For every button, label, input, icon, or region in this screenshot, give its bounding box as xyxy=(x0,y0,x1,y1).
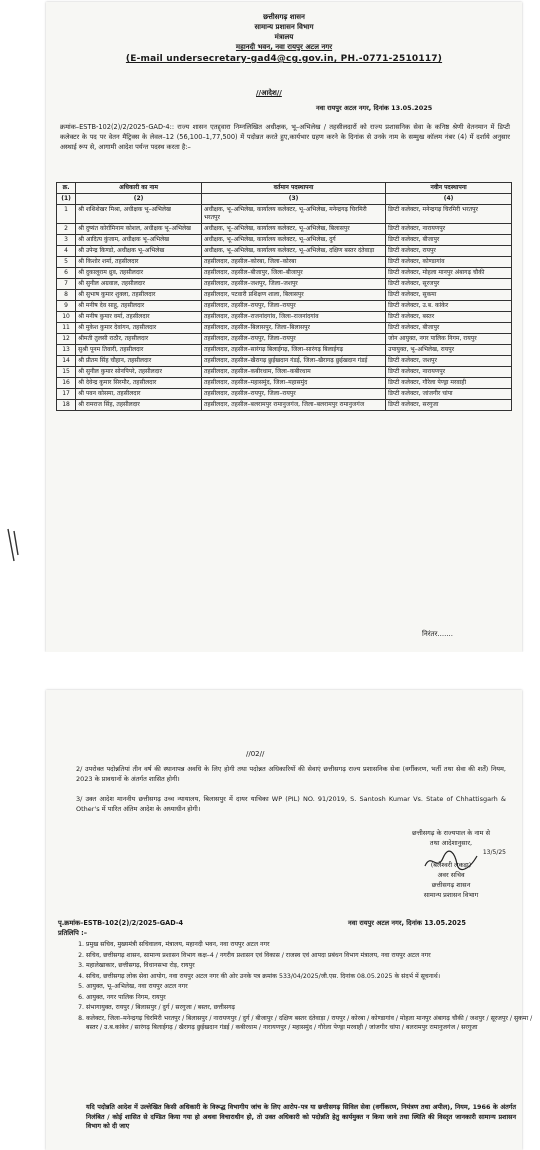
order-page-2 xyxy=(46,690,533,1150)
cell-serial: 6 xyxy=(57,268,76,279)
cell-officer-name: श्री देवेन्द्र कुमार सिरमौर, तहसीलदार xyxy=(76,378,202,389)
cell-officer-name: श्री सुनील अग्रवाल, तहसीलदार xyxy=(76,279,202,290)
table-row xyxy=(57,345,512,356)
cell-new-posting: डिप्टी कलेक्टर, नारायणपुर xyxy=(386,224,512,235)
header-department: सामान्य प्रशासन विभाग xyxy=(254,23,314,31)
table-row xyxy=(57,279,512,290)
cell-current-posting: तहसीलदार, तहसील–रायपुर, जिला–रायपुर xyxy=(201,334,385,345)
cell-current-posting: अधीक्षक, भू–अभिलेख, कार्यालय कलेक्टर, भू–अभिलेख, मनेन्द्रगढ़ चिरमिरी भरतपुर xyxy=(201,205,385,224)
cell-officer-name: श्री मनीष कुमार वर्मा, तहसीलदार xyxy=(76,312,202,323)
cell-new-posting: उपायुक्त, भू–अभिलेख, रायपुर xyxy=(386,345,512,356)
cell-current-posting: तहसीलदार, तहसील–कोरबा, जिला–कोरबा xyxy=(201,257,385,268)
table-row xyxy=(57,246,512,257)
col-number: (2) xyxy=(76,194,202,205)
cell-serial: 10 xyxy=(57,312,76,323)
cell-serial: 2 xyxy=(57,224,76,235)
header-email: (E-mail undersecretary-gad4@cg.gov.in, PH.-0771-2510117) xyxy=(125,54,443,64)
cell-officer-name: श्री दुष्यंत कोर्रामिनाम कोशल, अधीक्षक भू–अभिलेख xyxy=(76,224,202,235)
cell-current-posting: तहसीलदार, तहसील–बिलासपुर, जिला–बिलासपुर xyxy=(201,323,385,334)
cell-officer-name: श्री रामराज सिंह, तहसीलदार xyxy=(76,400,202,411)
table-row xyxy=(57,378,512,389)
sig-designation: अवर सचिव xyxy=(437,871,465,879)
table-row xyxy=(57,356,512,367)
cell-officer-name: श्री मनीष देव साहू, तहसीलदार xyxy=(76,301,202,312)
table-row xyxy=(57,389,512,400)
cell-current-posting: अधीक्षक, भू–अभिलेख, कार्यालय कलेक्टर, भू–अभिलेख, दुर्ग xyxy=(201,235,385,246)
page-gap xyxy=(0,652,540,690)
footnote-note: यदि पदोन्नति आदेश में उल्लेखित किसी अधिकारी के विरूद्ध विभागीय जांच के लिए आरोप–पत्र या छत्तीसगढ़ सिविल सेवा (वर्गीकरण, नियंत्रण तथा अपील), नियम, 1966 के अंतर्गत निलंबित / कोई शासित से दण्डित किया गया हो अथवा विचाराधीन हो, तो उक्त अधिकारी को पदोन्नति हेतु कार्यमुक्त न किया जावे तथा स्थिति की विस्तृत जानकारी सामान्य प्रशासन विभाग को दी जाए xyxy=(86,1103,516,1130)
cell-new-posting: डिप्टी कलेक्टर, सुकमा xyxy=(386,290,512,301)
table-body xyxy=(57,205,512,411)
letterhead xyxy=(46,12,522,64)
cell-officer-name: श्री किशोर शर्मा, तहसीलदार xyxy=(76,257,202,268)
table-row xyxy=(57,268,512,279)
cell-serial: 4 xyxy=(57,246,76,257)
table-row xyxy=(57,257,512,268)
cell-serial: 5 xyxy=(57,257,76,268)
cell-serial: 14 xyxy=(57,356,76,367)
cell-new-posting: डिप्टी कलेक्टर, रायपुर xyxy=(386,246,512,257)
cell-serial: 8 xyxy=(57,290,76,301)
table-row xyxy=(57,205,512,224)
cell-current-posting: तहसीलदार, तहसील–राजनांदगांव, जिला–राजनांदगांव xyxy=(201,312,385,323)
cell-current-posting: तहसीलदार, तहसील–बलरामपुर रामानुजगंज, जिला–बलरामपुर रामानुजगंज xyxy=(201,400,385,411)
sig-line: सामान्य प्रशासन विभाग xyxy=(423,891,479,899)
list-item: 1. प्रमुख सचिव, मुख्यमंत्री सचिवालय, मंत्रालय, महानदी भवन, नवा रायपुर अटल नगर xyxy=(86,940,540,950)
cell-officer-name: श्री आदित्य कुंजाम, अधीक्षक भू–अभिलेख xyxy=(76,235,202,246)
table-row xyxy=(57,400,512,411)
cell-officer-name: श्री दुकालूराम ध्रुव, तहसीलदार xyxy=(76,268,202,279)
sig-line: छत्तीसगढ़ के राज्यपाल के नाम से xyxy=(412,829,490,837)
cell-current-posting: तहसीलदार, तहसील–जशपुर, जिला–जशपुर xyxy=(201,279,385,290)
table-row xyxy=(57,334,512,345)
table-row xyxy=(57,301,512,312)
list-item: 3. महालेखाकार, छत्तीसगढ़, विधानसभा रोड़, रायपुर xyxy=(86,961,540,971)
cell-current-posting: अधीक्षक, भू–अभिलेख, कार्यालय कलेक्टर, भू–अभिलेख, दक्षिण बस्तर दंतेवाड़ा xyxy=(201,246,385,257)
copy-date: नवा रायपुर अटल नगर, दिनांक 13.05.2025 xyxy=(348,919,466,927)
cell-serial: 3 xyxy=(57,235,76,246)
cell-current-posting: तहसीलदार, तहसील–रायपुर, जिला–रायपुर xyxy=(201,389,385,400)
table-row xyxy=(57,235,512,246)
order-body: क्रमांक–ESTB-102(2)/2/2025-GAD-4:: राज्य शासन एतद्द्वारा निम्नलिखित अधीक्षक, भू–अभिलेख / तहसीलदारों को राज्य प्रशासनिक सेवा के कनिष्ठ श्रेणी वेतनमान में डिप्टी कलेक्टर के पद पर वेतन मैट्रिक्स के लेवल–12 (56,100–1,77,500) में पदोन्नत करते हुए,कार्यभार ग्रहण करने के दिनांक से उनके नाम के सम्मुख कॉलम नंबर (4) में दर्शाये अनुसार अस्थाई रूप से, आगामी आदेश पर्यन्त पदस्थ करता है:– xyxy=(60,123,510,151)
copy-to-label: प्रतिलिपि :– xyxy=(58,929,88,937)
paragraph-2: 2/ उपरोक्त पदोन्नतियां तीन वर्ष की स्थानापन्न अवधि के लिए होगी तथा पदोन्नत अधिकारियों की सेवाएं छत्तीसगढ़ राज्य प्रशासनिक सेवा (वर्गीकरण, भर्ती तथा सेवा की शर्तें) नियम, 2023 के प्रावधानों के अंतर्गत शासित होगी। xyxy=(76,765,506,783)
col-header-name: अधिकारी का नाम xyxy=(76,183,202,194)
header-address: महानदी भवन, नवा रायपुर अटल नगर xyxy=(235,43,333,51)
cell-new-posting: डिप्टी कलेक्टर, कोण्डागांव xyxy=(386,257,512,268)
cell-new-posting: डिप्टी कलेक्टर, बीजापुर xyxy=(386,323,512,334)
cell-new-posting: जोन आयुक्त, नगर पालिक निगम, रायपुर xyxy=(386,334,512,345)
cell-new-posting: डिप्टी कलेक्टर, सरगुजा xyxy=(386,400,512,411)
cell-current-posting: तहसीलदार, तहसील–सारंगढ़ बिलाईगढ़, जिला–सारंगढ़ बिलाईगढ़ xyxy=(201,345,385,356)
list-item: 6. आयुक्त, नगर पालिक निगम, रायपुर xyxy=(86,993,540,1003)
sig-name: (बलेश्वरी लकड़ा) xyxy=(430,861,472,869)
cell-serial: 1 xyxy=(57,205,76,224)
table-row xyxy=(57,323,512,334)
col-number: (1) xyxy=(57,194,76,205)
cell-officer-name: श्री मुकेश कुमार देवांगन, तहसीलदार xyxy=(76,323,202,334)
cell-officer-name: सुश्री पूनम तिवारी, तहसीलदार xyxy=(76,345,202,356)
table-header-row xyxy=(57,183,512,194)
cell-serial: 15 xyxy=(57,367,76,378)
paragraph-3: 3/ उक्त आदेश माननीय छत्तीसगढ़ उच्च न्यायालय, बिलासपुर में दायर याचिका WP (PIL) NO. 91/2019, S. Santosh Kumar Vs. State of Chhattisgarh & Other's में पारित अंतिम आदेश के अध्याधीन होगी। xyxy=(76,795,506,813)
cell-new-posting: डिप्टी कलेक्टर, जशपुर xyxy=(386,356,512,367)
order-date: नवा रायपुर अटल नगर, दिनांक 13.05.2025 xyxy=(316,104,433,112)
continued-note: निरंतर....... xyxy=(422,630,453,638)
cell-officer-name: श्री सुनील कुमार सोनपिपरे, तहसीलदार xyxy=(76,367,202,378)
cell-new-posting: डिप्टी कलेक्टर, मनेन्द्रगढ़ चिरमिरी भरतपुर xyxy=(386,205,512,224)
copy-recipient-list xyxy=(54,940,540,1034)
col-header-new-posting: नवीन पदस्थापना xyxy=(386,183,512,194)
cell-serial: 18 xyxy=(57,400,76,411)
table-row xyxy=(57,312,512,323)
cell-officer-name: श्रीमती तुलसी राठौर, तहसीलदार xyxy=(76,334,202,345)
cell-serial: 12 xyxy=(57,334,76,345)
list-item: 7. संभागायुक्त, रायपुर / बिलासपुर / दुर्ग / सरगुजा / बस्तर, छत्तीसगढ़ xyxy=(86,1003,540,1013)
cell-new-posting: डिप्टी कलेक्टर, नारायणपुर xyxy=(386,367,512,378)
table-row xyxy=(57,290,512,301)
copy-reference-number: पृ.क्रमांक–ESTB-102(2)/2/2025-GAD-4 xyxy=(58,919,184,927)
table-row xyxy=(57,224,512,235)
col-number: (4) xyxy=(386,194,512,205)
cell-new-posting: डिप्टी कलेक्टर, उ.ब. कांकेर xyxy=(386,301,512,312)
cell-serial: 17 xyxy=(57,389,76,400)
cell-new-posting: डिप्टी कलेक्टर, जांजगीर चांपा xyxy=(386,389,512,400)
cell-officer-name: श्री शशिशेखर मिश्रा, अधीक्षक भू–अभिलेख xyxy=(76,205,202,224)
order-page-1 xyxy=(46,2,522,652)
list-item: 8. कलेक्टर, जिला–मनेन्द्रगढ़ चिरमिरी भरतपुर / बिलासपुर / नारायणपुर / दुर्ग / बीजापुर / दक्षिण बस्तर दंतेवाड़ा / रायपुर / कोरबा / कोण्डागांव / मोहला मानपुर अंबागढ़ चौकी / जशपुर / सूरजपुर / सुकमा / बस्तर / उ.ब.कांकेर / सारंगढ़ बिलाईगढ़ / खैरागढ़ छुईखदान गंडई / कबीरधाम / नारायणपुर / महासमुंद / गौरेला पेण्ड्रा मरवाही / जांजगीर चांपा / बलरामपुर रामानुजगंज / सरगुजा xyxy=(86,1014,540,1033)
cell-new-posting: डिप्टी कलेक्टर, मोहला मानपुर अंबागढ़ चौकी xyxy=(386,268,512,279)
page-number: //02// xyxy=(246,750,265,758)
cell-serial: 13 xyxy=(57,345,76,356)
table-row xyxy=(57,367,512,378)
sig-line: छत्तीसगढ़ शासन xyxy=(431,881,471,889)
header-ministry: मंत्रालय xyxy=(274,33,294,41)
cell-serial: 16 xyxy=(57,378,76,389)
cell-new-posting: डिप्टी कलेक्टर, बस्तर xyxy=(386,312,512,323)
table-subheader-row xyxy=(57,194,512,205)
signature-scribble-icon xyxy=(421,848,481,874)
cell-officer-name: श्री पवन कोसमा, तहसीलदार xyxy=(76,389,202,400)
cell-current-posting: तहसीलदार, तहसील–बीजापुर, जिला–बीजापुर xyxy=(201,268,385,279)
sig-line: तथा आदेशानुसार, xyxy=(429,839,473,847)
header-govt: छत्तीसगढ़ शासन xyxy=(263,13,305,21)
cell-current-posting: तहसीलदार, तहसील–कबीरधाम, जिला–कबीरधाम xyxy=(201,367,385,378)
list-item: 4. सचिव, छत्तीसगढ़ लोक सेवा आयोग, नवा रायपुर अटल नगर की ओर उनके पत्र क्रमांक 533/04/2025/जी.एस. दिनांक 08.05.2025 के संदर्भ में सूचनार्थ। xyxy=(86,972,540,982)
col-header-current-posting: वर्तमान पदस्थापना xyxy=(201,183,385,194)
cell-serial: 7 xyxy=(57,279,76,290)
cell-officer-name: श्री सुभाष कुमार शुक्ला, तहसीलदार xyxy=(76,290,202,301)
col-number: (3) xyxy=(201,194,385,205)
margin-mark-icon xyxy=(4,525,22,565)
list-item: 5. आयुक्त, भू–अभिलेख, नवा रायपुर अटल नगर xyxy=(86,982,540,992)
cell-current-posting: तहसीलदार, तहसील–खैरागढ़ छुईखदान गंडई, जिला–खैरागढ़ छुईखदान गंडई xyxy=(201,356,385,367)
list-item: 2. सचिव, छत्तीसगढ़ शासन, सामान्य प्रशासन विभाग कक्ष–4 / नगरीय प्रशासन एवं विकास / राजस्व एवं आपदा प्रबंधन विभाग मंत्रालय, नवा रायपुर अटल नगर xyxy=(86,951,540,961)
sig-date: 13/5/25 xyxy=(482,849,506,856)
cell-new-posting: डिप्टी कलेक्टर, गौरेला पेण्ड्रा मरवाही xyxy=(386,378,512,389)
cell-officer-name: श्री प्रीतम सिंह चौहान, तहसीलदार xyxy=(76,356,202,367)
promotion-table xyxy=(56,182,512,411)
cell-current-posting: तहसीलदार, तहसील–महासमुंद, जिला–महासमुंद xyxy=(201,378,385,389)
cell-serial: 11 xyxy=(57,323,76,334)
col-header-serial: क्र. xyxy=(57,183,76,194)
cell-current-posting: तहसीलदार, तहसील–रायपुर, जिला–रायपुर xyxy=(201,301,385,312)
cell-officer-name: श्री उपेन्द्र किण्डो, अधीक्षक भू–अभिलेख xyxy=(76,246,202,257)
cell-new-posting: डिप्टी कलेक्टर, सूरजपुर xyxy=(386,279,512,290)
cell-current-posting: तहसीलदार, पटवारी प्रशिक्षण शाला, बिलासपुर xyxy=(201,290,385,301)
cell-current-posting: अधीक्षक, भू–अभिलेख, कार्यालय कलेक्टर, भू–अभिलेख, बिलासपुर xyxy=(201,224,385,235)
cell-serial: 9 xyxy=(57,301,76,312)
cell-new-posting: डिप्टी कलेक्टर, बीजापुर xyxy=(386,235,512,246)
order-title: //आदेश// xyxy=(256,89,282,97)
